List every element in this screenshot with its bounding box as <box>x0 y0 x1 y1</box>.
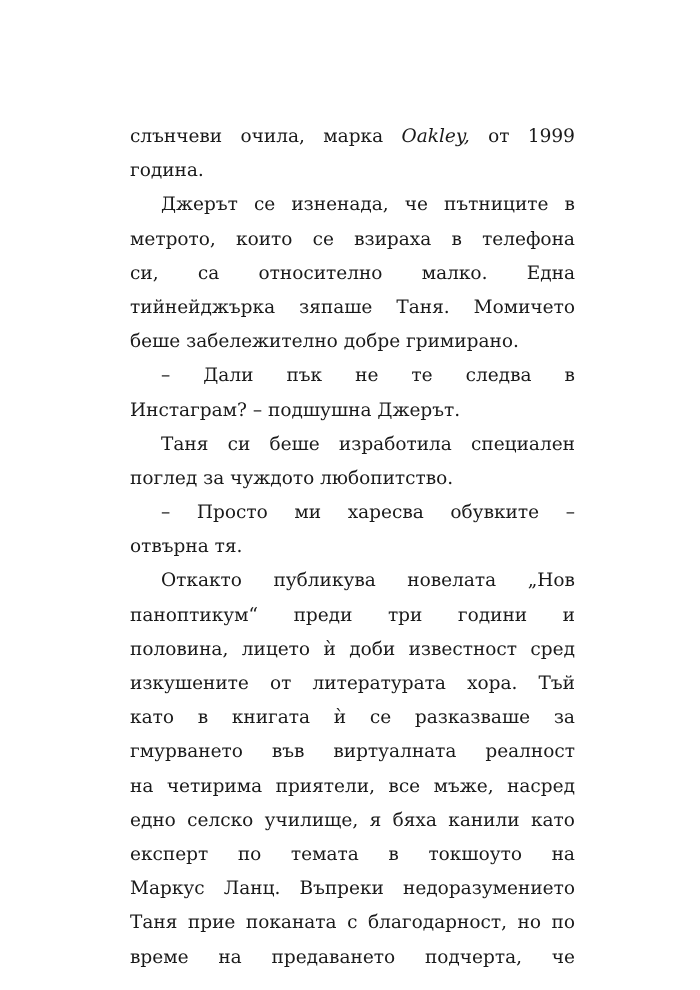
word: – <box>252 399 263 421</box>
word: ѝ <box>323 638 336 660</box>
word: Oakley, <box>401 126 470 147</box>
word: хора. <box>467 673 518 694</box>
word: токшоуто <box>428 843 522 865</box>
word: взираха <box>354 228 432 250</box>
word: подшушна <box>268 399 372 421</box>
word: предаването <box>271 946 396 968</box>
word: благодарност, <box>368 912 507 934</box>
word: очила, <box>240 126 305 147</box>
word: чуждото <box>230 467 315 489</box>
word: все <box>388 775 421 797</box>
word: които <box>236 228 293 250</box>
word: – <box>161 365 171 387</box>
word: са <box>197 262 220 284</box>
word: специален <box>471 433 575 455</box>
word: Джерът <box>161 194 238 216</box>
word: литературата <box>312 673 446 694</box>
word: зяпаше <box>299 296 373 318</box>
word: те <box>411 365 433 387</box>
word: че <box>551 946 575 968</box>
word: „Нов <box>527 570 575 592</box>
word: изкушените <box>130 673 249 694</box>
word: поглед <box>130 467 198 489</box>
text-line <box>130 394 575 428</box>
word: се <box>312 228 334 250</box>
word: Таня <box>161 433 209 455</box>
word: в <box>564 194 575 216</box>
word: темата <box>290 843 359 865</box>
word: като <box>130 707 174 729</box>
text-line <box>130 599 575 633</box>
word: отвърна <box>130 536 209 558</box>
word: пътниците <box>444 194 549 216</box>
text-line <box>130 941 575 975</box>
word: реалност <box>485 741 575 763</box>
word: – <box>565 502 575 524</box>
word: в <box>564 365 575 387</box>
word: подчерта, <box>424 946 522 968</box>
word: селско <box>187 809 254 831</box>
word: от <box>488 126 510 147</box>
word: бяха <box>392 809 437 831</box>
word: по <box>237 843 262 865</box>
word: обувките <box>450 502 540 524</box>
word: относително <box>258 262 383 284</box>
word: тийнейджърка <box>130 296 276 318</box>
word: се <box>253 194 276 216</box>
word: Джерът. <box>377 399 461 421</box>
word: от <box>270 673 292 694</box>
word: като <box>530 809 575 831</box>
word: книгата <box>231 707 311 729</box>
word: за <box>553 707 575 729</box>
word: я <box>369 809 382 831</box>
text-line <box>130 188 575 222</box>
word: гримирано. <box>406 331 519 353</box>
word: за <box>203 467 225 489</box>
word: Таня <box>130 912 178 934</box>
word: едно <box>130 809 176 831</box>
word: беше <box>269 433 320 455</box>
word: паноптикум“ <box>130 604 259 626</box>
word: Една <box>526 262 575 284</box>
word: Просто <box>196 502 268 524</box>
word: виртуалната <box>333 741 457 763</box>
body-text <box>130 120 575 975</box>
word: че <box>404 194 428 216</box>
word: в <box>388 843 399 865</box>
word: си, <box>130 262 159 284</box>
word: Дали <box>203 365 254 387</box>
text-line <box>130 462 575 496</box>
word: в <box>197 707 209 729</box>
text-line <box>130 564 575 598</box>
word: беше <box>130 331 181 353</box>
text-line <box>130 428 575 462</box>
word: време <box>130 946 189 968</box>
text-line <box>130 359 575 393</box>
word: прие <box>187 912 236 934</box>
word: във <box>271 741 305 763</box>
word: следва <box>465 365 532 387</box>
text-line <box>130 496 575 530</box>
word: мъже, <box>433 775 494 797</box>
word: публикува <box>273 570 376 592</box>
word: слънчеви <box>130 126 223 147</box>
word: забележително <box>186 331 338 353</box>
word: доби <box>349 638 396 660</box>
word: на <box>130 775 154 797</box>
word: недоразумението <box>403 878 575 900</box>
text-line <box>130 291 575 325</box>
word: харесва <box>347 502 424 524</box>
text-line <box>130 325 575 359</box>
word: ми <box>294 502 322 524</box>
word: не <box>355 365 379 387</box>
word: в <box>451 228 462 250</box>
text-line <box>130 633 575 667</box>
word: но <box>517 912 541 934</box>
word: ѝ <box>333 707 347 729</box>
word: половина, <box>130 638 229 660</box>
word: Ланц. <box>223 878 281 900</box>
word: на <box>551 843 575 865</box>
word: с <box>347 912 358 934</box>
word: по <box>551 912 575 934</box>
word: години <box>457 604 528 626</box>
word: лицето <box>241 638 311 660</box>
text-line <box>130 770 575 804</box>
word: марка <box>323 126 384 147</box>
word: добре <box>343 331 401 353</box>
text-line <box>130 257 575 291</box>
text-line <box>130 120 575 154</box>
word: се <box>369 707 392 729</box>
word: – <box>161 502 171 524</box>
word: Тъй <box>538 673 575 694</box>
word: експерт <box>130 843 209 865</box>
word: разказваше <box>414 707 531 729</box>
text-line <box>130 872 575 906</box>
text-line <box>130 838 575 872</box>
text-line <box>130 906 575 940</box>
word: телефона <box>482 228 575 250</box>
word: на <box>218 946 242 968</box>
word: изработила <box>338 433 452 455</box>
text-line <box>130 701 575 735</box>
word: 1999 <box>527 126 575 147</box>
word: насред <box>507 775 575 797</box>
word: Момичето <box>473 296 575 318</box>
text-line <box>130 223 575 257</box>
text-line <box>130 804 575 838</box>
word: Маркус <box>130 878 205 900</box>
word: гмурването <box>130 741 243 763</box>
text-line <box>130 530 575 564</box>
word: приятели, <box>275 775 375 797</box>
word: три <box>387 604 423 626</box>
word: малко. <box>421 262 488 284</box>
word: си <box>227 433 251 455</box>
text-line <box>130 735 575 769</box>
word: известност <box>408 638 518 660</box>
word: метрото, <box>130 228 216 250</box>
text-line <box>130 667 575 701</box>
word: Таня. <box>396 296 450 318</box>
word: Инстаграм? <box>130 399 247 421</box>
word: преди <box>293 604 353 626</box>
word: любопитство. <box>320 467 454 489</box>
word: четирима <box>166 775 263 797</box>
word: училище, <box>264 809 359 831</box>
word: тя. <box>214 536 243 558</box>
word: и <box>562 604 575 626</box>
word: пък <box>286 365 323 387</box>
word: Откакто <box>161 570 242 592</box>
word: сред <box>530 638 575 660</box>
word: година. <box>130 160 204 182</box>
word: изненада, <box>291 194 389 216</box>
word: Въпреки <box>299 878 384 900</box>
word: канили <box>448 809 520 831</box>
word: новелата <box>407 570 497 592</box>
word: поканата <box>245 912 337 934</box>
text-line <box>130 154 575 188</box>
